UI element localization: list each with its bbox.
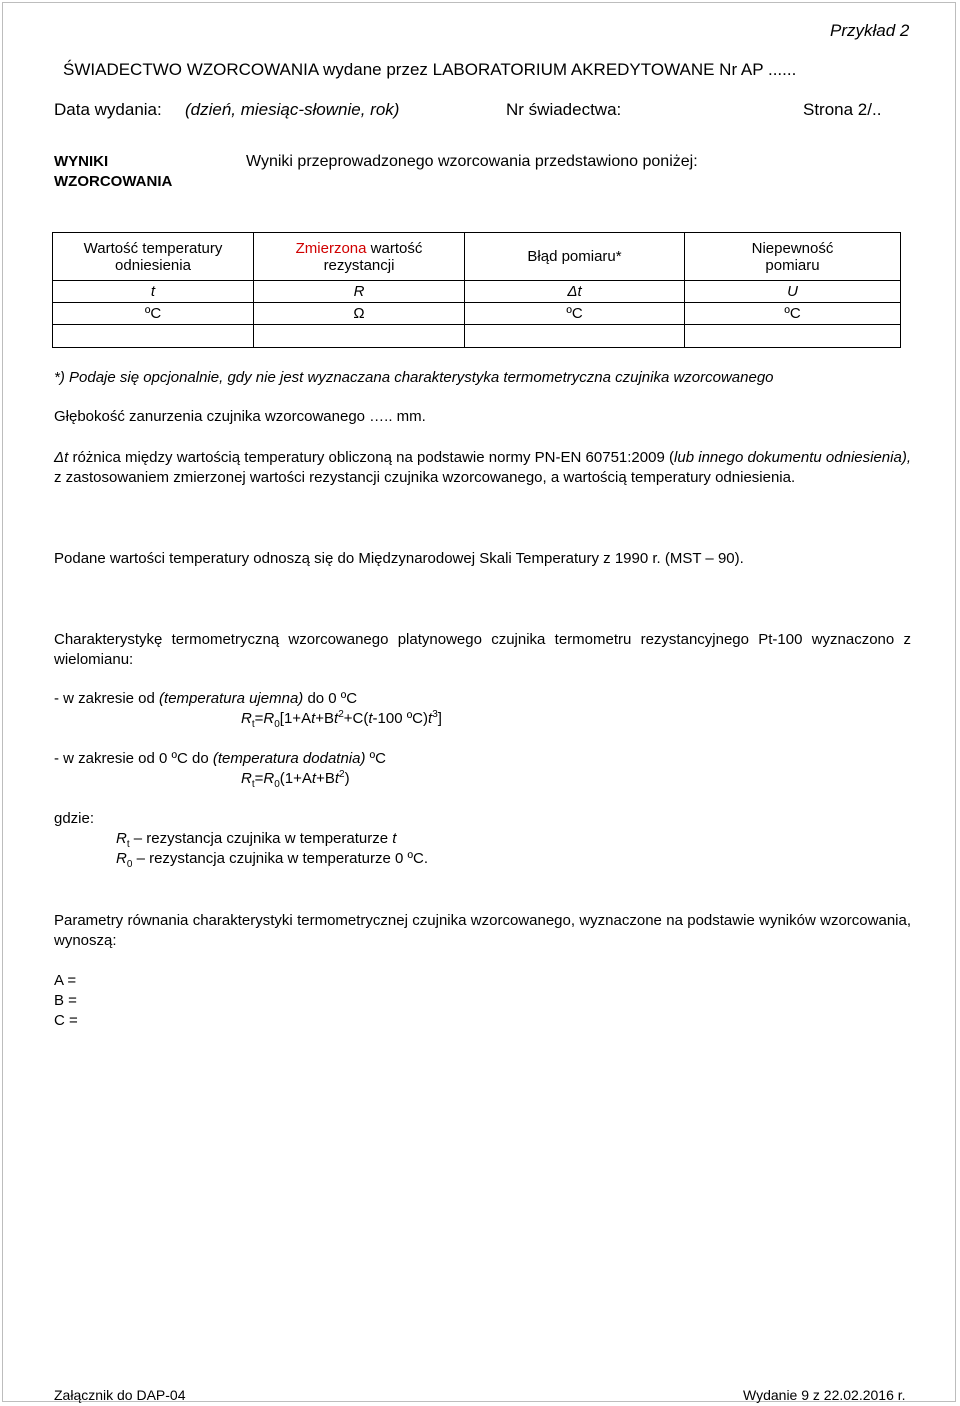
parameter-c: C = [54, 1012, 78, 1029]
range-positive: - w zakresie od 0 ºC do (temperatura dodatnia) ºC [54, 750, 386, 767]
symbol-cell: U [685, 281, 901, 303]
where-r0: $R_0$ – rezystancja czujnika w temperaturze 0 ºC. [116, 850, 429, 870]
unit-cell: Ω [254, 303, 465, 325]
table-data-row [53, 325, 901, 348]
data-cell [53, 325, 254, 348]
example-label: Przykład 2 [830, 21, 910, 40]
symbol-cell: t [53, 281, 254, 303]
issue-date-value: (dzień, miesiąc-słownie, rok) [185, 100, 400, 119]
unit-cell: ºC [685, 303, 901, 325]
unit-cell: ºC [465, 303, 685, 325]
section-heading: WYNIKI WZORCOWANIA [54, 153, 173, 190]
range-negative: - w zakresie od (temperatura ujemna) do 0 ºC [54, 690, 358, 707]
immersion-depth: Głębokość zanurzenia czujnika wzorcowanego ….. mm. [54, 408, 426, 425]
issue-date-label: Data wydania: [54, 100, 162, 119]
symbol-cell: R [254, 281, 465, 303]
header-uncertainty: Niepewność pomiaru [685, 233, 901, 281]
data-cell [465, 325, 685, 348]
formula-positive: $R_t=R_0(1+At+Bt^2)$ [241, 769, 350, 790]
unit-cell: ºC [53, 303, 254, 325]
results-table [52, 232, 901, 348]
footer-right: Wydanie 9 z 22.02.2016 r. [743, 1387, 906, 1403]
where-label: gdzie: [54, 810, 95, 827]
characteristic-intro: Charakterystykę termometryczną wzorcowanego platynowego czujnika termometru rezystancyjnego Pt-100 wyznaczono z wielomianu: [54, 631, 911, 668]
header-reference-temperature: Wartość temperatury odniesienia [53, 233, 254, 281]
table-header-row [53, 233, 901, 281]
where-rt: $R_t$ – rezystancja czujnika w temperaturze t [116, 830, 397, 850]
its90-note: Podane wartości temperatury odnoszą się do Międzynarodowej Skali Temperatury z 1990 r. (MST – 90). [54, 550, 744, 567]
symbol-cell: Δt [465, 281, 685, 303]
cert-number-label: Nr świadectwa: [506, 100, 622, 119]
section-intro: Wyniki przeprowadzonego wzorcowania przedstawiono poniżej: [246, 153, 698, 170]
parameters-intro: Parametry równania charakterystyki termometrycznej czujnika wzorcowanego, wyznaczone na podstawie wyników wzorcowania, wynoszą: [54, 912, 911, 949]
delta-definition: Δt różnica między wartością temperatury obliczoną na podstawie normy PN-EN 60751:2009 (lub innego dokumentu odniesienia), z zastosowaniem zmierzonej wartości rezystancji czujnika wzorcowanego, a wartością temperatury odniesienia. [54, 449, 911, 486]
formula-negative: $R_t=R_0[1+At+Bt^2+C(t-100$ $ºC)t^3$] [241, 709, 442, 730]
header-measurement-error: Błąd pomiaru* [465, 233, 685, 281]
page-number: Strona 2/.. [803, 100, 882, 119]
footnote: *) Podaje się opcjonalnie, gdy nie jest wyznaczana charakterystyka termometryczna czujnika wzorcowanego [54, 369, 774, 386]
header-measured-resistance: Zmierzona wartość rezystancji [254, 233, 465, 281]
data-cell [685, 325, 901, 348]
certificate-title: ŚWIADECTWO WZORCOWANIA wydane przez LABORATORIUM AKREDYTOWANE Nr AP ...... [63, 60, 797, 79]
footer-left: Załącznik do DAP-04 [54, 1387, 186, 1403]
table-unit-row [53, 303, 901, 325]
table-symbol-row [53, 281, 901, 303]
data-cell [254, 325, 465, 348]
parameter-b: B = [54, 992, 77, 1009]
parameter-a: A = [54, 972, 77, 989]
